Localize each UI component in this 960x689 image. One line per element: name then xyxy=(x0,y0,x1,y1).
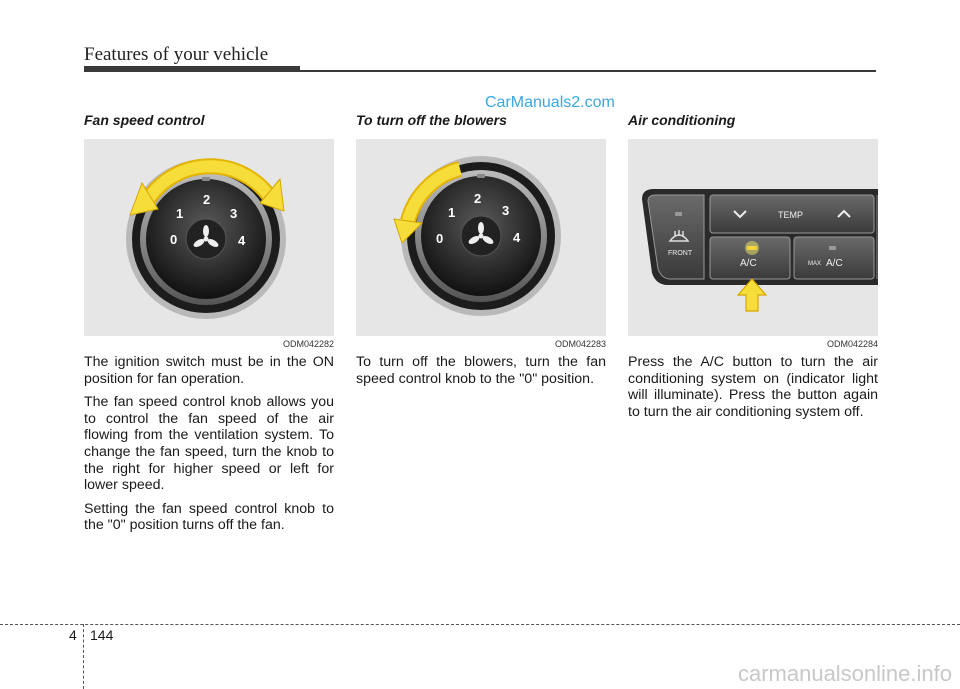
knob-number-1: 1 xyxy=(176,206,184,221)
page-header-title: Features of your vehicle xyxy=(84,44,269,65)
section-fan-speed-control xyxy=(84,112,334,534)
section-air-conditioning xyxy=(628,112,878,420)
knob-number-0: 0 xyxy=(436,231,444,246)
knob-number-2: 2 xyxy=(474,191,482,206)
section-number: 4 xyxy=(69,627,77,643)
knob-number-2: 2 xyxy=(203,192,211,207)
footer-divider xyxy=(83,624,84,689)
figure-code: ODM042284 xyxy=(826,339,878,349)
footer-watermark: carmanualsonline.info xyxy=(737,661,952,686)
paragraph: To turn off the blowers, turn the fan speed control knob to the "0" position. xyxy=(356,354,606,387)
knob-number-3: 3 xyxy=(230,206,238,221)
footer-rule xyxy=(0,624,960,625)
paragraph: Press the A/C button to turn the air conditioning system on (indicator light will illuminate). Press the button again to turn the air conditioning system off. xyxy=(628,354,878,420)
figure-code: ODM042282 xyxy=(282,339,334,349)
knob-number-0: 0 xyxy=(170,232,178,247)
fan-knob-figure xyxy=(84,139,334,336)
ac-panel-figure xyxy=(628,139,878,336)
header-rule xyxy=(84,70,876,72)
section-turn-off-blowers xyxy=(356,112,606,387)
section-title: Fan speed control xyxy=(84,112,205,128)
section-title: To turn off the blowers xyxy=(356,112,507,128)
ac-label: A/C xyxy=(740,258,757,269)
knob-number-4: 4 xyxy=(513,230,521,245)
page-number: 144 xyxy=(90,627,114,643)
max-ac-label: A/C xyxy=(826,258,843,269)
ac-indicator-light xyxy=(745,241,759,255)
paragraph: The ignition switch must be in the ON position for fan operation. xyxy=(84,354,334,387)
paragraph: Setting the fan speed control knob to the "0" position turns off the fan. xyxy=(84,500,334,534)
max-label: MAX xyxy=(808,261,822,267)
front-label: FRONT xyxy=(668,250,693,257)
temp-label: TEMP xyxy=(778,210,804,220)
knob-number-4: 4 xyxy=(238,233,246,248)
figure-code: ODM042283 xyxy=(554,339,606,349)
knob-number-1: 1 xyxy=(448,205,456,220)
blower-off-figure xyxy=(356,139,606,336)
watermark: CarManuals2.com xyxy=(485,94,615,111)
section-title: Air conditioning xyxy=(628,112,736,128)
paragraph: The fan speed control knob allows you to control the fan speed of the air flowing from the ventilation system. To change the fan speed, turn the knob to the right for higher speed or left for lower speed. xyxy=(84,394,334,494)
knob-number-3: 3 xyxy=(502,203,510,218)
